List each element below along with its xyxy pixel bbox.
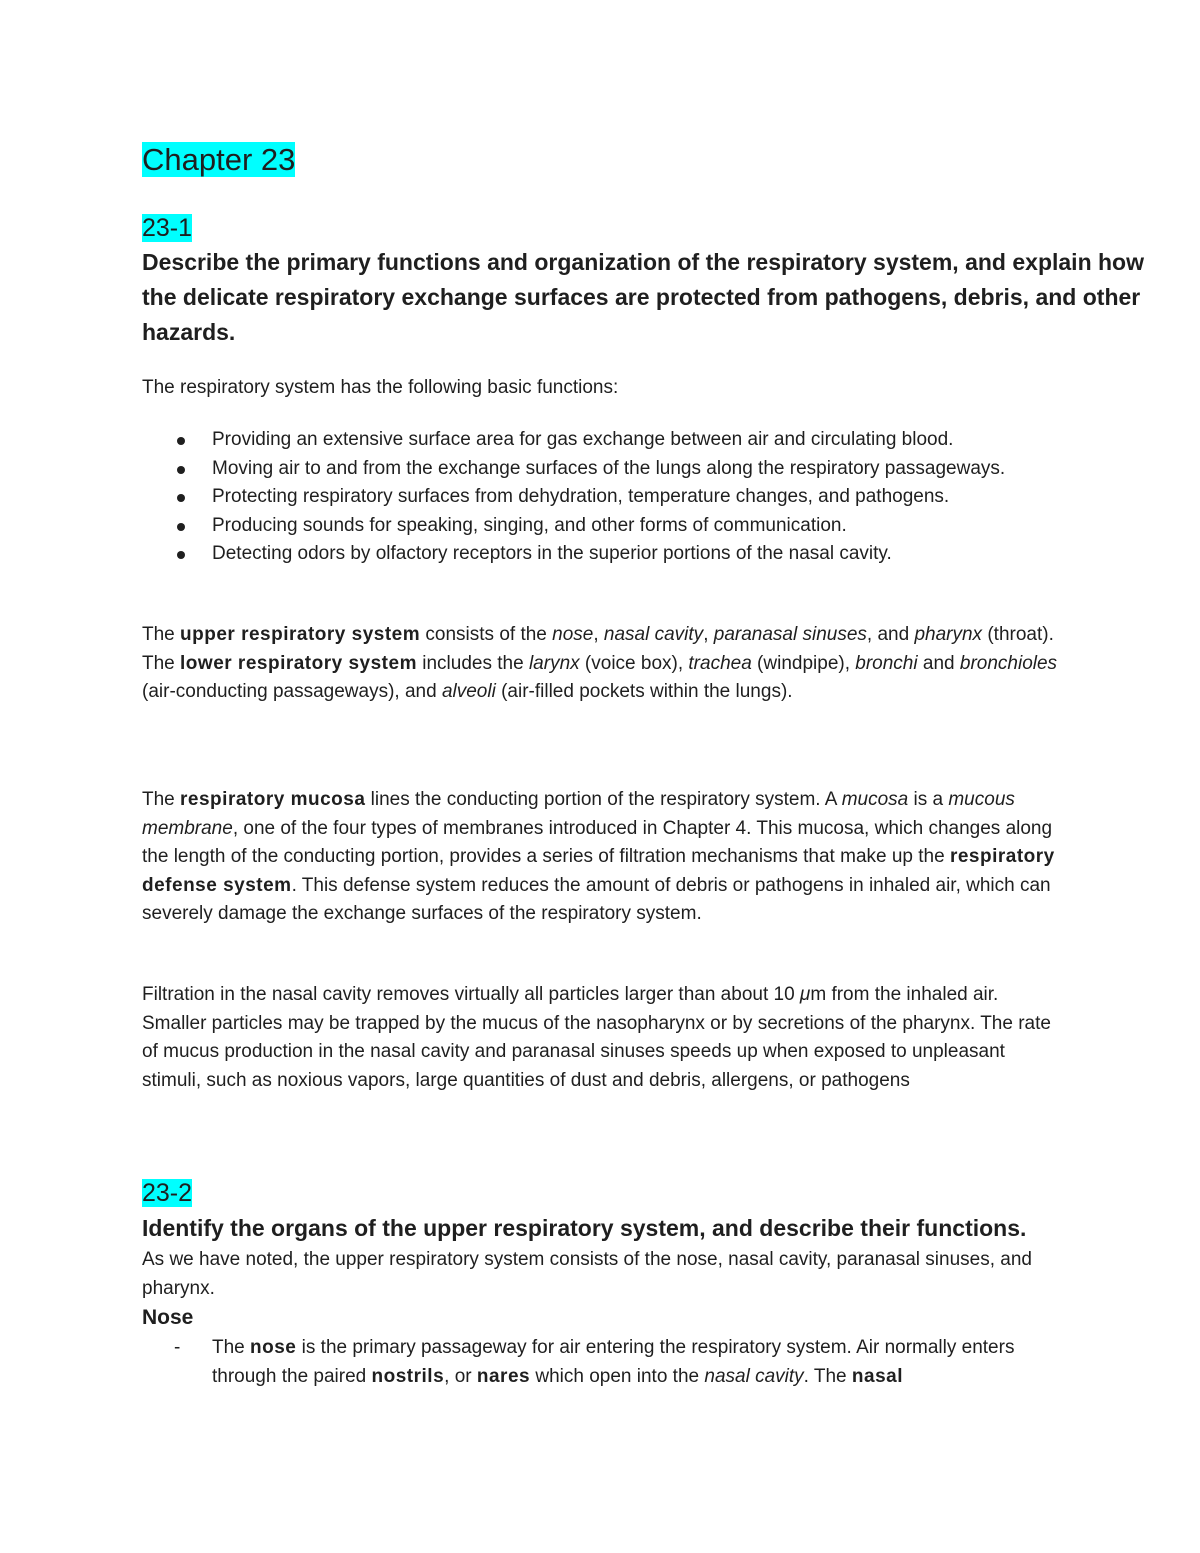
list-item-text: Producing sounds for speaking, singing, and other forms of communication. <box>212 514 847 536</box>
section-number: 23-1 <box>142 214 193 242</box>
bullet-icon <box>177 523 185 531</box>
bullet-icon <box>177 494 185 502</box>
functions-intro <box>142 374 1152 403</box>
section-23-1-number <box>142 213 1152 243</box>
filtration-paragraph <box>142 981 1062 1095</box>
section-23-1-objective <box>142 245 1157 350</box>
filtration-text: Filtration in the nasal cavity removes virtually all particles larger than about 10 μm from the inhaled air. Smaller particles may be trapped by the mucus of the nasopharynx or by secretions of the pharynx. The rate of mucus production in the nasal cavity and paranasal sinuses speeds up when exposed to unpleasant stimuli, such as noxious vapors, large quantities of dust and debris, allergens, or pathogens <box>142 984 1051 1091</box>
list-item <box>142 540 1072 569</box>
list-item: - The nose is the primary passageway for air entering the respiratory system. Air normally enters through the paired nostrils, or nares which open into the nasal cavity. The nasal <box>142 1333 1072 1391</box>
upper-system-intro-text: As we have noted, the upper respiratory system consists of the nose, nasal cavity, paranasal sinuses, and pharynx. <box>142 1249 1032 1299</box>
chapter-title <box>142 141 295 179</box>
mucosa-text: The respiratory mucosa lines the conducting portion of the respiratory system. A mucosa is a mucous membrane, one of the four types of membranes introduced in Chapter 4. This mucosa, which changes along the length of the conducting portion, provides a series of filtration mechanisms that make up the respiratory defense system. This defense system reduces the amount of debris or pathogens in inhaled air, which can severely damage the exchange surfaces of the respiratory system. <box>142 789 1055 924</box>
list-item <box>142 512 1072 541</box>
list-item <box>142 483 1072 512</box>
organization-paragraph <box>142 621 1072 707</box>
bullet-icon <box>177 437 185 445</box>
organization-text: The upper respiratory system consists of the nose, nasal cavity, paranasal sinuses, and pharynx (throat). The lower respiratory system includes the larynx (voice box), trachea (windpipe), bronchi and bronchioles (air-conducting passageways), and alveoli (air-filled pockets within the lungs). <box>142 624 1058 702</box>
section-23-2-objective <box>142 1213 1152 1243</box>
bullet-icon <box>177 466 185 474</box>
dash-bullet: - <box>174 1337 181 1358</box>
upper-system-intro <box>142 1246 1042 1303</box>
functions-list <box>142 426 1072 569</box>
mucosa-paragraph <box>142 786 1062 929</box>
objective-heading: Identify the organs of the upper respiratory system, and describe their functions. <box>142 1215 1027 1241</box>
list-item-text: Moving air to and from the exchange surfaces of the lungs along the respiratory passageways. <box>212 457 1006 479</box>
list-item-text: Detecting odors by olfactory receptors in the superior portions of the nasal cavity. <box>212 543 892 564</box>
functions-intro-text: The respiratory system has the following basic functions: <box>142 377 619 398</box>
bullet-icon <box>177 551 185 559</box>
list-item-text: Protecting respiratory surfaces from dehydration, temperature changes, and pathogens. <box>212 486 950 507</box>
chapter-title-text: Chapter 23 <box>142 142 296 177</box>
section-number: 23-2 <box>142 1179 193 1207</box>
nose-list <box>142 1333 1072 1391</box>
section-23-2-number <box>142 1178 1152 1208</box>
list-item <box>142 426 1072 455</box>
subheading-text: Nose <box>142 1306 194 1329</box>
nose-subheading <box>142 1303 1152 1333</box>
objective-heading: Describe the primary functions and organization of the respiratory system, and explain how the delicate respiratory exchange surfaces are protected from pathogens, debris, and other hazards. <box>142 249 1144 345</box>
list-item-text: Providing an extensive surface area for gas exchange between air and circulating blood. <box>212 429 954 450</box>
list-item <box>142 455 1072 484</box>
